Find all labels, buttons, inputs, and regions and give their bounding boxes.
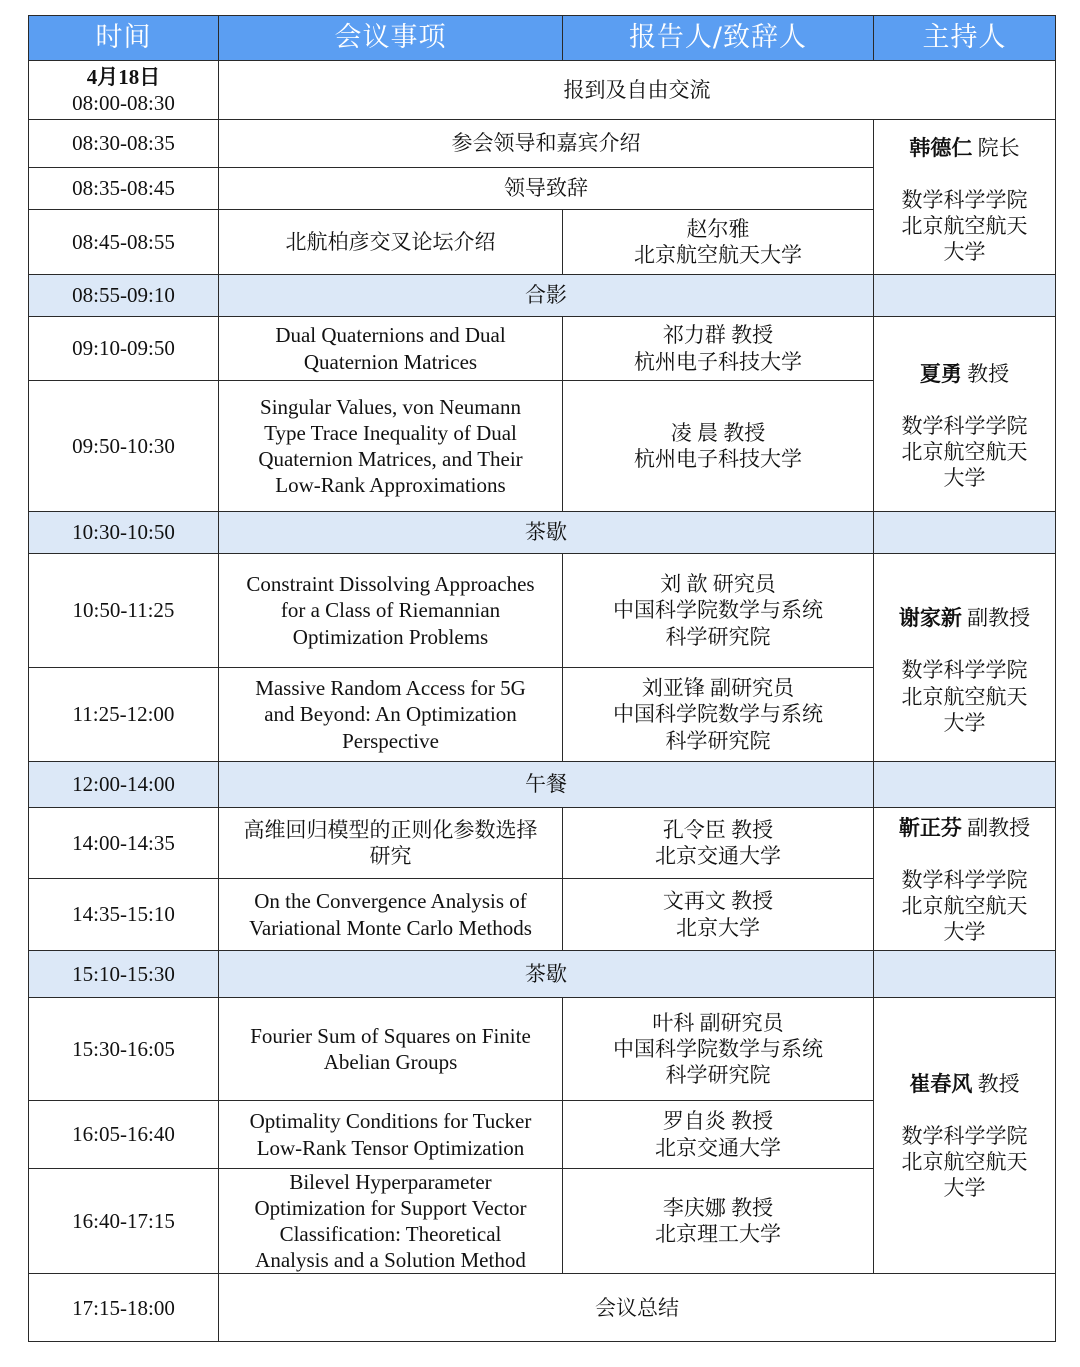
speaker-affil: 杭州电子科技大学 [634, 349, 802, 374]
agenda-cell [219, 879, 563, 951]
agenda-line: and Beyond: An Optimization [264, 702, 517, 727]
agenda-cell [219, 808, 563, 879]
host-cell-empty [874, 512, 1056, 554]
time-cell: 10:30-10:50 [29, 512, 219, 554]
table-row [29, 808, 1056, 879]
table-row [29, 61, 1056, 120]
speaker-affil: 中国科学院数学与系统 [613, 1036, 823, 1061]
agenda-cell: 北航柏彦交叉论坛介绍 [219, 210, 563, 275]
speaker-affil: 北京理工大学 [655, 1222, 781, 1247]
time-cell: 11:25-12:00 [29, 668, 219, 762]
agenda-cell [219, 1101, 563, 1169]
host-affil-line: 数学科学学院 [901, 867, 1028, 892]
table-row [29, 317, 1056, 381]
speaker-affil: 杭州电子科技大学 [634, 447, 802, 471]
speaker-cell [563, 998, 874, 1101]
agenda-line: Optimization for Support Vector [254, 1196, 527, 1221]
time-cell: 15:30-16:05 [29, 998, 219, 1101]
agenda-line: On the Convergence Analysis of [254, 889, 527, 914]
host-name: 靳正芬 [898, 815, 962, 840]
speaker-affil: 北京航空航天大学 [634, 243, 802, 267]
table-row [29, 998, 1056, 1101]
speaker-affil: 中国科学院数学与系统 [613, 702, 823, 727]
agenda-cell: 茶歇 [219, 512, 874, 554]
speaker-cell [563, 879, 874, 951]
agenda-line: Analysis and a Solution Method [255, 1248, 526, 1273]
time-cell: 08:30-08:35 [29, 120, 219, 168]
time-cell: 16:40-17:15 [29, 1169, 219, 1274]
host-cell-empty [874, 951, 1056, 998]
agenda-line: Massive Random Access for 5G [255, 676, 526, 701]
header-host: 主持人 [874, 16, 1056, 61]
agenda-line: Optimization Problems [292, 624, 489, 649]
host-affil-line: 数学科学学院 [901, 187, 1028, 212]
agenda-line: Low-Rank Approximations [275, 473, 506, 498]
agenda-line: Perspective [342, 728, 439, 753]
speaker-name: 凌 晨 教授 [670, 420, 766, 445]
host-affil-line: 数学科学学院 [901, 658, 1028, 683]
speaker-name: 祁力群 教授 [662, 323, 774, 348]
host-cell [874, 554, 1056, 762]
agenda-line: for a Class of Riemannian [280, 598, 501, 623]
host-title: 教授 [967, 361, 1010, 386]
speaker-name: 叶科 副研究员 [652, 1010, 784, 1035]
agenda-line: Quaternion Matrices, and Their [258, 447, 523, 471]
agenda-line: Variational Monte Carlo Methods [249, 915, 532, 940]
agenda-cell: 参会领导和嘉宾介绍 [219, 120, 874, 168]
agenda-cell: 午餐 [219, 762, 874, 808]
speaker-name: 孔令臣 教授 [662, 817, 774, 842]
host-affil-line: 大学 [943, 240, 986, 265]
speaker-cell [563, 381, 874, 512]
host-cell-empty [874, 275, 1056, 317]
time-cell: 15:10-15:30 [29, 951, 219, 998]
speaker-affil: 北京大学 [676, 915, 760, 940]
speaker-cell [563, 808, 874, 879]
speaker-cell [563, 317, 874, 381]
agenda-line: Singular Values, von Neumann [260, 394, 521, 419]
speaker-name: 刘亚锋 副研究员 [641, 676, 795, 701]
host-cell-empty [874, 762, 1056, 808]
break-row [29, 762, 1056, 808]
speaker-name: 文再文 教授 [662, 889, 774, 914]
speaker-affil: 科学研究院 [665, 624, 771, 649]
host-affil-line: 北京航空航天 [901, 894, 1028, 918]
speaker-cell [563, 1101, 874, 1169]
speaker-cell [563, 1169, 874, 1274]
agenda-line: 研究 [369, 844, 412, 868]
host-affil-line: 大学 [943, 920, 986, 945]
host-affil-line: 北京航空航天 [901, 440, 1028, 464]
header-agenda: 会议事项 [219, 16, 563, 61]
time-cell: 09:10-09:50 [29, 317, 219, 381]
host-affil-line: 北京航空航天 [901, 684, 1028, 709]
time-cell [29, 61, 219, 120]
host-cell [874, 998, 1056, 1274]
speaker-cell [563, 554, 874, 668]
agenda-line: Low-Rank Tensor Optimization [256, 1135, 525, 1160]
host-affil-line: 北京航空航天 [901, 1149, 1028, 1174]
time-cell: 17:15-18:00 [29, 1274, 219, 1342]
schedule-table [28, 15, 1056, 1342]
agenda-line: 高维回归模型的正则化参数选择 [243, 817, 538, 842]
agenda-line: Dual Quaternions and Dual [275, 323, 506, 348]
header-time: 时间 [29, 16, 219, 61]
table-row [29, 1274, 1056, 1342]
break-row [29, 512, 1056, 554]
agenda-cell [219, 317, 563, 381]
host-name: 夏勇 [919, 361, 962, 386]
agenda-cell [219, 998, 563, 1101]
host-cell [874, 317, 1056, 512]
header-row [29, 16, 1056, 61]
table-row [29, 554, 1056, 668]
time-cell: 12:00-14:00 [29, 762, 219, 808]
agenda-cell [219, 1169, 563, 1274]
host-affil-line: 大学 [943, 1175, 986, 1200]
speaker-affil: 中国科学院数学与系统 [613, 598, 823, 623]
time-cell: 08:45-08:55 [29, 210, 219, 275]
speaker-cell [563, 210, 874, 275]
agenda-cell [219, 668, 563, 762]
host-name: 谢家新 [898, 606, 962, 631]
agenda-cell: 报到及自由交流 [219, 61, 1056, 120]
time-cell: 08:55-09:10 [29, 275, 219, 317]
time-cell: 14:35-15:10 [29, 879, 219, 951]
speaker-name: 罗自炎 教授 [662, 1109, 774, 1134]
agenda-cell [219, 381, 563, 512]
host-title: 副教授 [967, 815, 1031, 840]
host-cell [874, 120, 1056, 275]
host-affil-line: 数学科学学院 [901, 413, 1028, 438]
time-cell: 10:50-11:25 [29, 554, 219, 668]
speaker-affil: 北京交通大学 [655, 844, 781, 868]
time-cell: 14:00-14:35 [29, 808, 219, 879]
agenda-line: Optimality Conditions for Tucker [249, 1109, 532, 1134]
break-row [29, 951, 1056, 998]
host-title: 教授 [977, 1071, 1020, 1096]
agenda-cell: 领导致辞 [219, 168, 874, 210]
host-affil-line: 北京航空航天 [901, 214, 1028, 238]
agenda-line: Classification: Theoretical [279, 1222, 502, 1247]
host-title: 副教授 [967, 606, 1031, 631]
speaker-cell [563, 668, 874, 762]
host-name: 崔春风 [909, 1071, 973, 1096]
table-row [29, 120, 1056, 168]
time-cell: 16:05-16:40 [29, 1101, 219, 1169]
agenda-line: Bilevel Hyperparameter [289, 1170, 492, 1194]
speaker-affil: 科学研究院 [665, 1063, 771, 1088]
date-label: 4月18日 [86, 64, 161, 89]
agenda-line: Quaternion Matrices [303, 349, 478, 374]
time-cell: 09:50-10:30 [29, 381, 219, 512]
host-affil-line: 大学 [943, 710, 986, 735]
agenda-cell: 合影 [219, 275, 874, 317]
time-cell: 08:35-08:45 [29, 168, 219, 210]
agenda-line: Type Trace Inequality of Dual [264, 420, 517, 445]
agenda-line: Constraint Dissolving Approaches [246, 572, 535, 597]
header-speaker: 报告人/致辞人 [563, 16, 874, 61]
time-label: 08:00-08:30 [72, 91, 175, 115]
agenda-line: Fourier Sum of Squares on Finite [250, 1023, 531, 1048]
host-name: 韩德仁 [909, 135, 973, 160]
break-row [29, 275, 1056, 317]
host-affil-line: 大学 [943, 466, 986, 491]
host-cell [874, 808, 1056, 951]
agenda-line: Abelian Groups [323, 1050, 458, 1074]
host-title: 院长 [977, 135, 1020, 160]
speaker-affil: 北京交通大学 [655, 1135, 781, 1160]
agenda-cell [219, 554, 563, 668]
agenda-cell: 会议总结 [219, 1274, 1056, 1342]
host-affil-line: 数学科学学院 [901, 1123, 1028, 1148]
speaker-name: 李庆娜 教授 [662, 1196, 774, 1221]
speaker-affil: 科学研究院 [665, 728, 771, 753]
speaker-name: 刘 歆 研究员 [660, 572, 776, 597]
agenda-cell: 茶歇 [219, 951, 874, 998]
speaker-name: 赵尔雅 [686, 216, 750, 241]
